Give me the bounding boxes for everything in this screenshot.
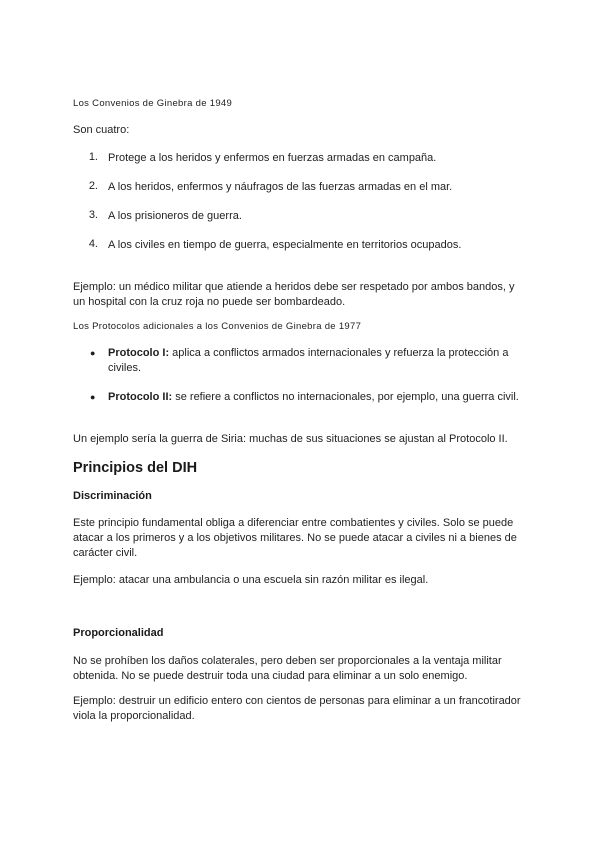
discriminacion-title: Discriminación (73, 490, 152, 502)
list-item-text: Protege a los heridos y enfermos en fuerzas armadas en campaña. (108, 152, 437, 164)
proporcionalidad-line2: obtenida. No se puede destruir toda una ciudad para eliminar a un solo enemigo. (73, 670, 468, 682)
protocolo-label: Protocolo I: (108, 347, 170, 359)
proporcionalidad-title: Proporcionalidad (73, 627, 164, 639)
protocolo-line2: civiles. (108, 362, 142, 374)
discriminacion-ejemplo: Ejemplo: atacar una ambulancia o una escuela sin razón militar es ilegal. (73, 574, 429, 586)
list-item-text: A los civiles en tiempo de guerra, especialmente en territorios ocupados. (108, 239, 462, 251)
list-item-text: A los heridos, enfermos y náufragos de las fuerzas armadas en el mar. (108, 181, 453, 193)
discriminacion-line3: carácter civil. (73, 547, 138, 559)
discriminacion-line1: Este principio fundamental obliga a diferenciar entre combatientes y civiles. Solo se puede (73, 517, 514, 529)
principios-title: Principios del DIH (73, 460, 198, 476)
list-number: 3. (88, 209, 98, 221)
protocolo-label: Protocolo II: (108, 391, 173, 403)
intro-text: Son cuatro: (73, 124, 130, 136)
list-item-text: A los prisioneros de guerra. (108, 210, 242, 222)
bullet-icon: ● (90, 392, 96, 402)
ejemplo-convenios-line2: un hospital con la cruz roja no puede ser bombardeado. (73, 296, 346, 308)
protocolo-line1 (108, 390, 519, 405)
proporcionalidad-line1: No se prohíben los daños colaterales, pero deben ser proporcionales a la ventaja militar (73, 655, 502, 667)
proporcionalidad-ejemplo-line1: Ejemplo: destruir un edificio entero con cientos de personas para eliminar a un francotirador (73, 695, 521, 707)
proporcionalidad-ejemplo-line2: viola la proporcionalidad. (73, 710, 195, 722)
bullet-icon: ● (90, 348, 96, 358)
ejemplo-convenios-line1: Ejemplo: un médico militar que atiende a heridos debe ser respetado por ambos bandos, y (73, 281, 515, 293)
list-number: 2. (88, 180, 98, 192)
protocolo-line1 (108, 346, 508, 361)
list-number: 1. (88, 151, 98, 163)
protocolo-text: se refiere a conflictos no internacionales, por ejemplo, una guerra civil. (172, 391, 519, 403)
ejemplo-siria: Un ejemplo sería la guerra de Siria: muchas de sus situaciones se ajustan al Protocolo II. (73, 433, 508, 445)
discriminacion-line2: atacar a los primeros y a los objetivos militares. No se puede atacar a civiles ni a bienes de (73, 532, 517, 544)
list-number: 4. (88, 238, 98, 250)
protocolo-text: aplica a conflictos armados internacionales y refuerza la protección a (169, 347, 509, 359)
heading-convenios: Los Convenios de Ginebra de 1949 (73, 98, 233, 109)
heading-protocolos: Los Protocolos adicionales a los Convenios de Ginebra de 1977 (73, 321, 362, 332)
